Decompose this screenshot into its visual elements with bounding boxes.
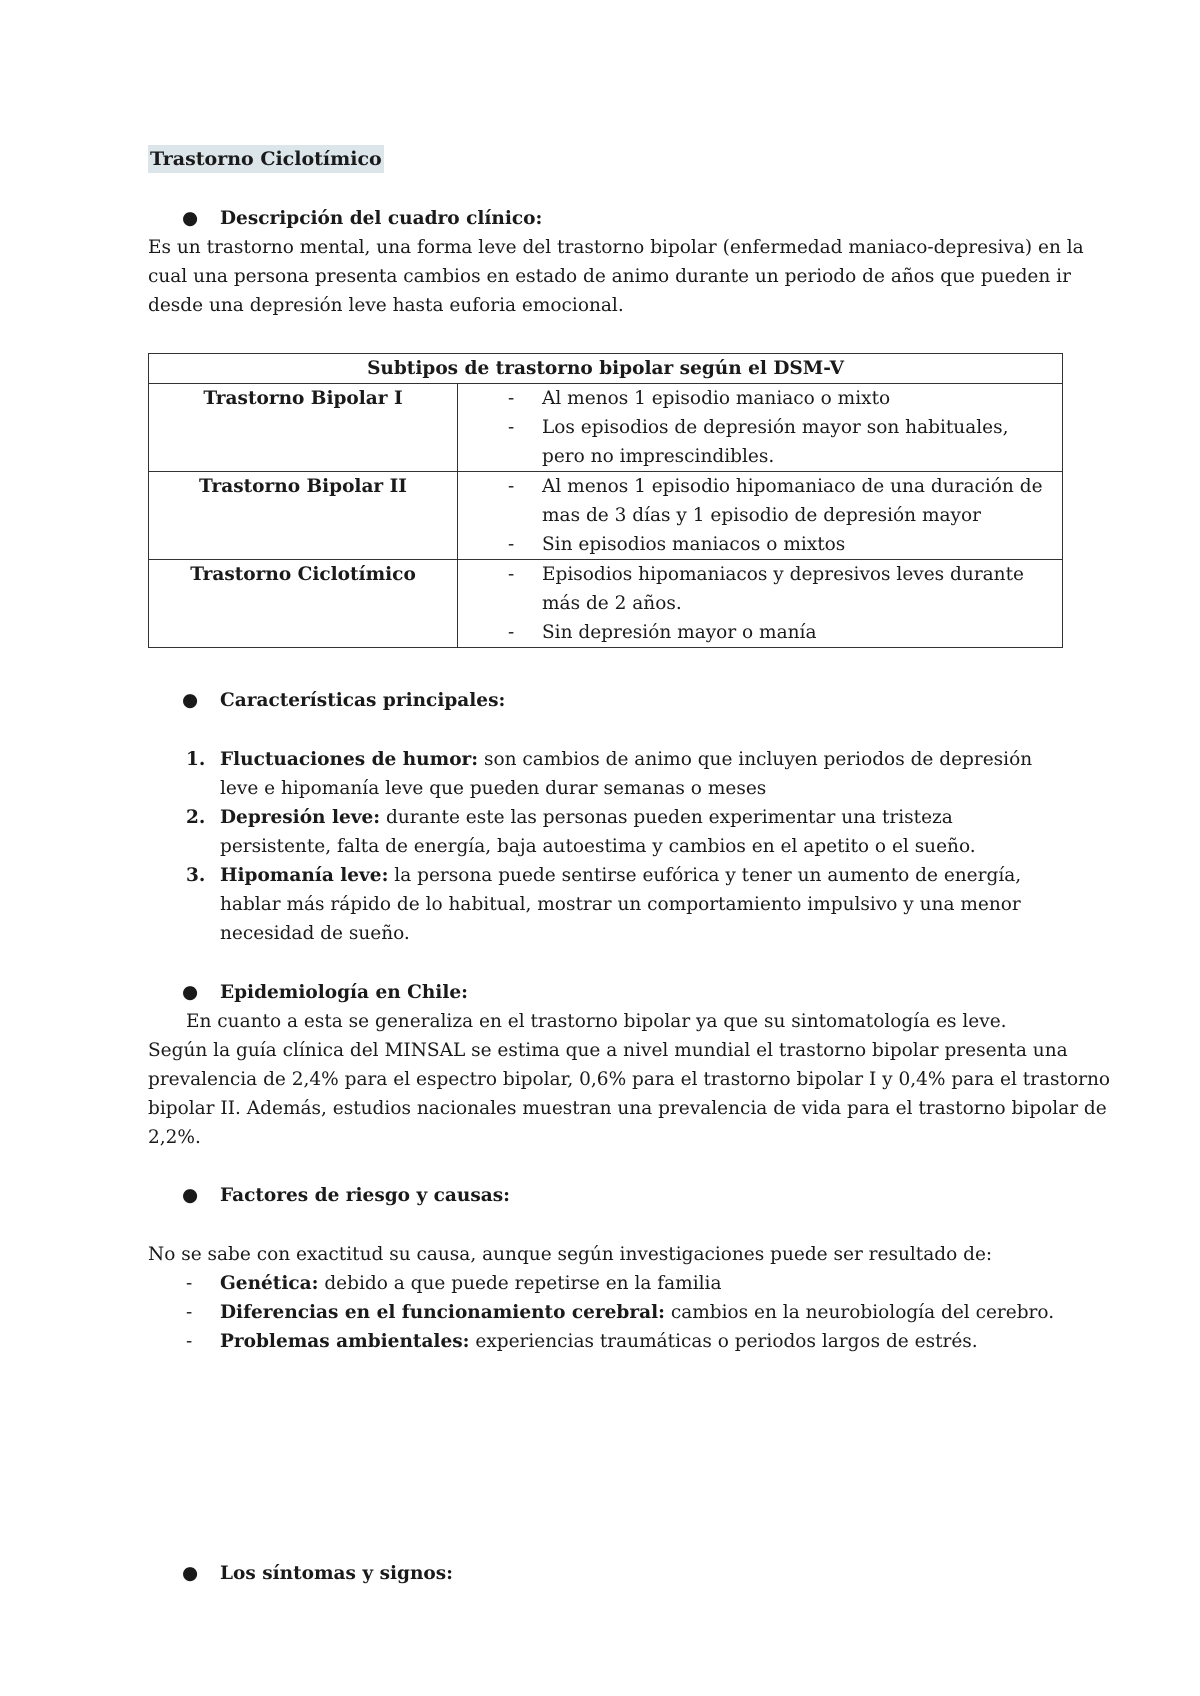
bullet-icon: ● [182, 208, 199, 229]
bullet-icon: ● [182, 1563, 199, 1584]
paragraph-line: En cuanto a esta se generaliza en el trastorno bipolar ya que su sintomatología es leve. [186, 1011, 1007, 1032]
bullet-icon: ● [182, 1185, 199, 1206]
list-item: - Los episodios de depresión mayor son habituales, pero no imprescindibles. [508, 417, 1009, 467]
paragraph-line: Es un trastorno mental, una forma leve del trastorno bipolar (enfermedad maniaco-depresiva) en la [148, 237, 1084, 258]
paragraph-line: bipolar II. Además, estudios nacionales muestran una prevalencia de vida para el trastorno bipolar de [148, 1098, 1107, 1119]
table-row [149, 472, 1063, 560]
bullet-icon: ● [182, 982, 199, 1003]
paragraph-line: Según la guía clínica del MINSAL se estima que a nivel mundial el trastorno bipolar presenta una [148, 1040, 1068, 1061]
bullet-icon: ● [182, 690, 199, 711]
bipolar-subtypes-table [148, 353, 1063, 648]
row-name: Trastorno Bipolar I [149, 384, 458, 472]
table-row [149, 560, 1063, 648]
page-title: Trastorno Ciclotímico [148, 145, 384, 173]
row-name: Trastorno Ciclotímico [149, 560, 458, 648]
list-item: - Episodios hipomaniacos y depresivos leves durante más de 2 años. [508, 564, 1024, 614]
paragraph-line: cual una persona presenta cambios en estado de animo durante un periodo de años que pueden ir [148, 266, 1071, 287]
row-name: Trastorno Bipolar II [149, 472, 458, 560]
table-row [149, 384, 1063, 472]
list-item: - Al menos 1 episodio hipomaniaco de una duración de mas de 3 días y 1 episodio de depresión mayor [508, 476, 1043, 526]
list-item: - Sin episodios maniacos o mixtos [508, 534, 846, 555]
paragraph-line: desde una depresión leve hasta euforia emocional. [148, 295, 624, 316]
paragraph-line: No se sabe con exactitud su causa, aunque según investigaciones puede ser resultado de: [148, 1244, 993, 1265]
paragraph-line: prevalencia de 2,4% para el espectro bipolar, 0,6% para el trastorno bipolar I y 0,4% para el trastorno [148, 1069, 1111, 1090]
list-item: - Sin depresión mayor o manía [508, 622, 817, 643]
table-header: Subtipos de trastorno bipolar según el DSM-V [149, 354, 1063, 384]
list-item: - Al menos 1 episodio maniaco o mixto [508, 388, 891, 409]
document-page: Trastorno Ciclotímico ● Descripción del cuadro clínico: Es un trastorno mental, una forma leve del trastorno bipolar (enfermedad maniaco-depresiva) en la cual una persona presenta cambios en estado de animo durante un periodo de años que pueden ir desde una depresión leve hasta euforia emocional. Subtipos de trastorno bipolar según el DSM-V Trastorno Bipolar I - Al menos 1 episodio maniaco o mixto - Los episodios de depresión mayor son habituales, pero no imprescindibles. Trastorno Bipolar II - Al menos 1 episodio hipomaniaco de una duración de mas de 3 días y 1 episodio de depresión mayor - Sin episodios maniacos o mixtos Trastorno Ciclotímico - Episodios hipomaniacos y depresivos leves durante más de 2 años. - Sin depresión mayor o manía ● Características principales: 1. Fluctuaciones de humor: son cambios de animo que incluyen periodos de depresión leve e hipomanía leve que pueden durar semanas o meses 2. Depresión leve: durante este las personas pueden experimentar una tristeza persistente, falta de energía, baja autoestima y cambios en el apetito o el sueño. 3. Hipomanía leve: la persona puede sentirse eufórica y tener un aumento de energía, hablar más rápido de lo habitual, mostrar un comportamiento impulsivo y una menor necesidad de sueño. ● Epidemiología en Chile: En cuanto a esta se generaliza en el trastorno bipolar ya que su sintomatología es leve. Según la guía clínica del MINSAL se estima que a nivel mundial el trastorno bipolar presenta una prevalencia de 2,4% para el espectro bipolar, 0,6% para el trastorno bipolar I y 0,4% para el trastorno bipolar II. Además, estudios nacionales muestran una prevalencia de vida para el trastorno bipolar de 2,2%. ● Factores de riesgo y causas: No se sabe con exactitud su causa, aunque según investigaciones puede ser resultado de: - Genética: debido a que puede repetirse en la familia - Diferencias en el funcionamiento cerebral: cambios en la neurobiología del cerebro. - Problemas ambientales: experiencias traumáticas o periodos largos de estrés. ● Los síntomas y signos: [0, 0, 1200, 1696]
paragraph-line: 2,2%. [148, 1127, 201, 1148]
